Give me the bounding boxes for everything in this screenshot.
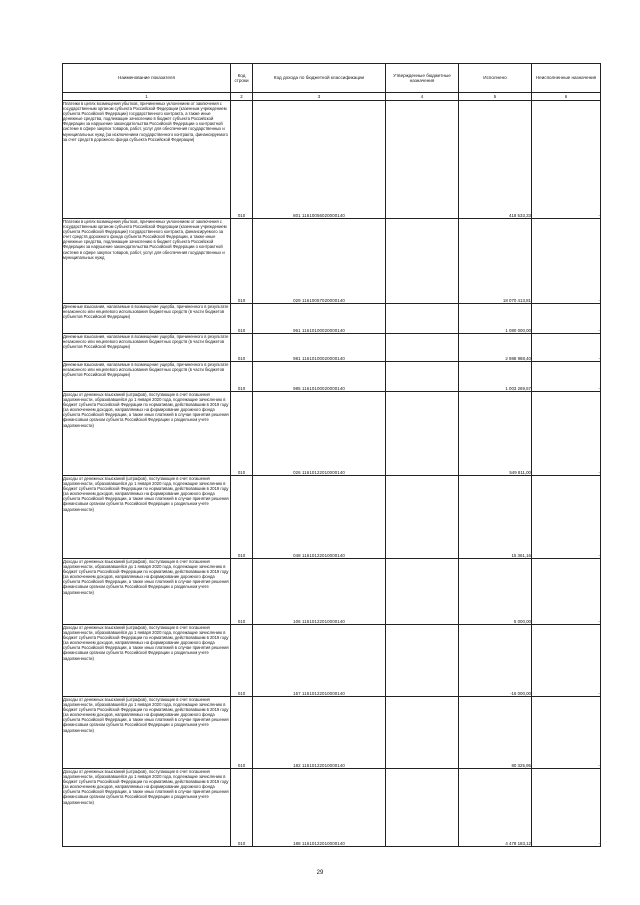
line-code-cell: 010 <box>231 304 253 334</box>
approved-cell <box>386 334 459 362</box>
table-row <box>63 362 601 392</box>
table-row <box>63 304 601 334</box>
table-row <box>63 697 601 769</box>
indicator-name-cell: Платежи в целях возмещения убытков, причиненных уклонением от заключения с государственным органом субъекта Российской Федерации (казенным учреждением субъекта Российской Федерации) государственного контракта, финансируемого за счет средств дорожного фонда субъекта Российской Федерации, а также иные денежные средства, подлежащие зачислению в бюджет субъекта Российской Федерации за нарушение законодательства Российской Федерации о контрактной системе в сфере закупок товаров, работ, услуг для обеспечения государственных и муниципальных нужд <box>63 219 231 304</box>
table-row <box>63 334 601 362</box>
income-code-cell: 981 11610100020000140 <box>253 334 386 362</box>
indicator-name-cell: Доходы от денежных взысканий (штрафов), поступающие в счет погашения задолженности, образовавшейся до 1 января 2020 года, подлежащие зачислению в бюджет субъекта Российской Федерации по нормативам, действовавшим в 2019 году (за исключением доходов, направляемых на формирование дорожного фонда субъекта Российской Федерации, а также иных платежей в случае принятия решения финансовым органом субъекта Российской Федерации о раздельном учете задолженности) <box>63 559 231 625</box>
header-line-code: Код строки <box>231 64 253 93</box>
column-number: 6 <box>532 93 601 101</box>
table-row <box>63 559 601 625</box>
approved-cell <box>386 362 459 392</box>
approved-cell <box>386 476 459 559</box>
unexecuted-cell: - <box>532 101 601 219</box>
income-code-cell: 157 11610122010000140 <box>253 625 386 697</box>
indicator-name-cell: Доходы от денежных взысканий (штрафов), поступающие в счет погашения задолженности, образовавшейся до 1 января 2020 года, подлежащие зачислению в бюджет субъекта Российской Федерации по нормативам, действовавшим в 2019 году (за исключением доходов, направляемых на формирование дорожного фонда субъекта Российской Федерации, а также иных платежей в случае принятия решения финансовым органом субъекта Российской Федерации о раздельном учете задолженности) <box>63 392 231 476</box>
table-row <box>63 219 601 304</box>
line-code-cell: 010 <box>231 769 253 847</box>
unexecuted-cell: - <box>532 219 601 304</box>
header-indicator-name: Наименование показателя <box>63 64 231 93</box>
table-header-row <box>63 64 601 93</box>
income-code-cell: 961 11610100020000140 <box>253 304 386 334</box>
indicator-name-cell: Денежные взыскания, налагаемые в возмещение ущерба, причиненного в результате незаконного или нецелевого использования бюджетных средств (в части бюджетов субъектов Российской Федерации) <box>63 304 231 334</box>
executed-cell: 549 811,00 <box>459 392 532 476</box>
executed-cell: 80 325,95 <box>459 697 532 769</box>
income-code-cell: 188 11610122010000140 <box>253 769 386 847</box>
executed-cell: 4 478 183,12 <box>459 769 532 847</box>
column-number: 3 <box>253 93 386 101</box>
line-code-cell: 010 <box>231 697 253 769</box>
unexecuted-cell: - <box>532 334 601 362</box>
line-code-cell: 010 <box>231 101 253 219</box>
line-code-cell: 010 <box>231 625 253 697</box>
table-row <box>63 769 601 847</box>
line-code-cell: 010 <box>231 559 253 625</box>
unexecuted-cell: - <box>532 304 601 334</box>
table-row <box>63 625 601 697</box>
income-code-cell: 106 11610122010000140 <box>253 559 386 625</box>
approved-cell <box>386 769 459 847</box>
approved-cell <box>386 101 459 219</box>
table-row <box>63 392 601 476</box>
column-number: 2 <box>231 93 253 101</box>
executed-cell: 5 000,00 <box>459 559 532 625</box>
table-row <box>63 476 601 559</box>
income-code-cell: 026 11610122010000140 <box>253 392 386 476</box>
indicator-name-cell: Денежные взыскания, налагаемые в возмещение ущерба, причиненного в результате незаконного или нецелевого использования бюджетных средств (в части бюджетов субъектов Российской Федерации) <box>63 334 231 362</box>
executed-cell: -16 000,00 <box>459 625 532 697</box>
executed-cell: 1 080 000,00 <box>459 304 532 334</box>
indicator-name-cell: Платежи в целях возмещения убытков, причиненных уклонением от заключения с государственным органом субъекта Российской Федерации (казенным учреждением субъекта Российской Федерации) государственного контракта, а также иные денежные средства, подлежащие зачислению в бюджет субъекта Российской Федерации за нарушение законодательства Российской Федерации о контрактной системе в сфере закупок товаров, работ, услуг для обеспечения государственных и муниципальных нужд (за исключением государственного контракта, финансируемого за счет средств дорожного фонда субъекта Российской Федерации) <box>63 101 231 219</box>
column-number-row <box>63 93 601 101</box>
page-number: 29 <box>316 870 324 876</box>
income-code-cell: 182 11610122010000140 <box>253 697 386 769</box>
line-code-cell: 010 <box>231 334 253 362</box>
line-code-cell: 010 <box>231 362 253 392</box>
approved-cell <box>386 625 459 697</box>
executed-cell: 15 361,16 <box>459 476 532 559</box>
header-approved: Утвержденные бюджетные назначения <box>386 64 459 93</box>
unexecuted-cell: - <box>532 559 601 625</box>
income-code-cell: 029 11610057020000140 <box>253 219 386 304</box>
executed-cell: 2 988 988,40 <box>459 334 532 362</box>
unexecuted-cell: - <box>532 625 601 697</box>
indicator-name-cell: Денежные взыскания, налагаемые в возмещение ущерба, причиненного в результате незаконного или нецелевого использования бюджетных средств (в части бюджетов субъектов Российской Федерации) <box>63 362 231 392</box>
unexecuted-cell: - <box>532 362 601 392</box>
approved-cell <box>386 219 459 304</box>
executed-cell: 18 070 413,81 <box>459 219 532 304</box>
unexecuted-cell: - <box>532 697 601 769</box>
indicator-name-cell: Доходы от денежных взысканий (штрафов), поступающие в счет погашения задолженности, образовавшейся до 1 января 2020 года, подлежащие зачислению в бюджет субъекта Российской Федерации по нормативам, действовавшим в 2019 году (за исключением доходов, направляемых на формирование дорожного фонда субъекта Российской Федерации, а также иных платежей в случае принятия решения финансовым органом субъекта Российской Федерации о раздельном учете задолженности) <box>63 625 231 697</box>
income-code-cell: 801 11610056020000140 <box>253 101 386 219</box>
unexecuted-cell: - <box>532 476 601 559</box>
income-code-cell: 985 11610100020000140 <box>253 362 386 392</box>
indicator-name-cell: Доходы от денежных взысканий (штрафов), поступающие в счет погашения задолженности, образовавшейся до 1 января 2020 года, подлежащие зачислению в бюджет субъекта Российской Федерации по нормативам, действовавшим в 2019 году (за исключением доходов, направляемых на формирование дорожного фонда субъекта Российской Федерации, а также иных платежей в случае принятия решения финансовым органом субъекта Российской Федерации о раздельном учете задолженности) <box>63 476 231 559</box>
table-row <box>63 101 601 219</box>
executed-cell: 418 533,33 <box>459 101 532 219</box>
approved-cell <box>386 304 459 334</box>
income-report-table <box>62 63 601 847</box>
income-code-cell: 048 11610122010000140 <box>253 476 386 559</box>
header-income-code: Код дохода по бюджетной классификации <box>253 64 386 93</box>
column-number: 5 <box>459 93 532 101</box>
indicator-name-cell: Доходы от денежных взысканий (штрафов), поступающие в счет погашения задолженности, образовавшейся до 1 января 2020 года, подлежащие зачислению в бюджет субъекта Российской Федерации по нормативам, действовавшим в 2019 году (за исключением доходов, направляемых на формирование дорожного фонда субъекта Российской Федерации, а также иных платежей в случае принятия решения финансовым органом субъекта Российской Федерации о раздельном учете задолженности) <box>63 697 231 769</box>
approved-cell <box>386 392 459 476</box>
column-number: 1 <box>63 93 231 101</box>
line-code-cell: 010 <box>231 219 253 304</box>
line-code-cell: 010 <box>231 392 253 476</box>
header-unexecuted: Неисполненные назначения <box>532 64 601 93</box>
header-executed: Исполнено <box>459 64 532 93</box>
approved-cell <box>386 697 459 769</box>
indicator-name-cell: Доходы от денежных взысканий (штрафов), поступающие в счет погашения задолженности, образовавшейся до 1 января 2020 года, подлежащие зачислению в бюджет субъекта Российской Федерации по нормативам, действовавшим в 2019 году (за исключением доходов, направляемых на формирование дорожного фонда субъекта Российской Федерации, а также иных платежей в случае принятия решения финансовым органом субъекта Российской Федерации о раздельном учете задолженности) <box>63 769 231 847</box>
executed-cell: 1 003 269,57 <box>459 362 532 392</box>
unexecuted-cell: - <box>532 769 601 847</box>
unexecuted-cell: - <box>532 392 601 476</box>
column-number: 4 <box>386 93 459 101</box>
approved-cell <box>386 559 459 625</box>
line-code-cell: 010 <box>231 476 253 559</box>
